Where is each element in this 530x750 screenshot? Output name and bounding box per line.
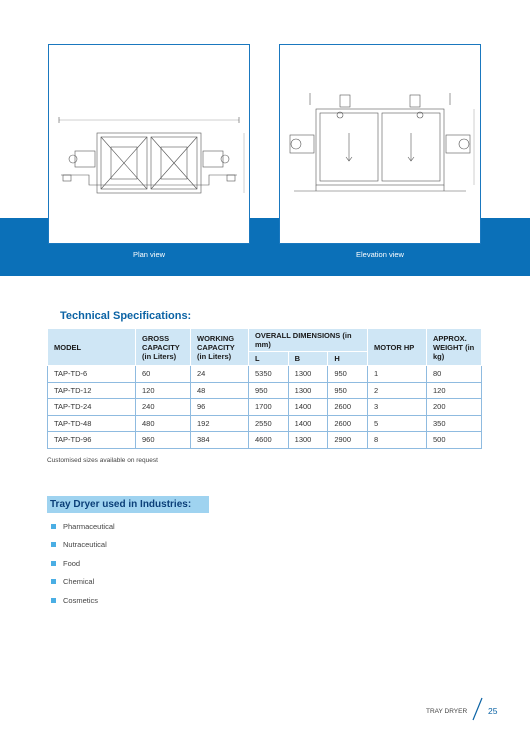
elevation-view-caption: Elevation view — [356, 250, 404, 259]
industry-label: Nutraceutical — [63, 540, 107, 550]
list-item — [51, 517, 115, 536]
cell-working: 192 — [191, 415, 249, 432]
elevation-view-figure — [279, 44, 481, 259]
cell-model: TAP-TD-12 — [48, 382, 136, 399]
bullet-square-icon — [51, 524, 56, 529]
cell-working: 24 — [191, 366, 249, 383]
cell-gross: 960 — [136, 432, 191, 449]
header-overall-dimensions: OVERALL DIMENSIONS (in mm) — [249, 329, 368, 352]
cell-l: 4600 — [249, 432, 289, 449]
industries-list — [51, 517, 115, 610]
bullet-square-icon — [51, 598, 56, 603]
industry-label: Cosmetics — [63, 595, 99, 605]
elevation-view-drawing — [280, 45, 480, 243]
header-h: H — [328, 352, 368, 366]
custom-sizes-note: Customised sizes available on request — [47, 457, 158, 464]
cell-h: 2600 — [328, 399, 368, 416]
table-row — [48, 382, 482, 399]
cell-l: 2550 — [249, 415, 289, 432]
cell-weight: 200 — [427, 399, 482, 416]
cell-l: 1700 — [249, 399, 289, 416]
header-motor-hp: MOTOR HP — [368, 329, 427, 366]
cell-motor: 8 — [368, 432, 427, 449]
industries-title: Tray Dryer used in Industries: — [47, 496, 209, 513]
cell-gross: 480 — [136, 415, 191, 432]
spec-section-title: Technical Specifications: — [60, 310, 192, 322]
cell-l: 950 — [249, 382, 289, 399]
footer-section-label: TRAY DRYER — [426, 708, 468, 715]
header-b: B — [288, 352, 328, 366]
cell-working: 384 — [191, 432, 249, 449]
cell-motor: 3 — [368, 399, 427, 416]
plan-view-figure — [48, 44, 250, 259]
list-item — [51, 591, 115, 610]
header-model: MODEL — [48, 329, 136, 366]
cell-h: 950 — [328, 382, 368, 399]
cell-motor: 2 — [368, 382, 427, 399]
plan-view-drawing — [49, 45, 249, 243]
cell-weight: 500 — [427, 432, 482, 449]
cell-b: 1400 — [288, 399, 328, 416]
cell-gross: 60 — [136, 366, 191, 383]
list-item — [51, 573, 115, 592]
bullet-square-icon — [51, 561, 56, 566]
cell-h: 2900 — [328, 432, 368, 449]
cell-weight: 120 — [427, 382, 482, 399]
page-number: 25 — [488, 706, 498, 716]
cell-working: 96 — [191, 399, 249, 416]
industry-label: Chemical — [63, 577, 95, 587]
cell-model: TAP-TD-6 — [48, 366, 136, 383]
industry-label: Pharmaceutical — [63, 521, 115, 531]
header-gross-capacity: GROSS CAPACITY (in Liters) — [136, 329, 191, 366]
industry-label: Food — [63, 558, 81, 568]
table-row — [48, 399, 482, 416]
cell-h: 950 — [328, 366, 368, 383]
cell-model: TAP-TD-24 — [48, 399, 136, 416]
cell-model: TAP-TD-48 — [48, 415, 136, 432]
spec-table — [47, 328, 482, 449]
cell-l: 5350 — [249, 366, 289, 383]
cell-h: 2600 — [328, 415, 368, 432]
table-row — [48, 415, 482, 432]
header-weight: APPROX. WEIGHT (in kg) — [427, 329, 482, 366]
bullet-square-icon — [51, 542, 56, 547]
header-working-capacity: WORKING CAPACITY (in Liters) — [191, 329, 249, 366]
list-item — [51, 554, 115, 573]
bullet-square-icon — [51, 579, 56, 584]
cell-b: 1300 — [288, 382, 328, 399]
footer-slash-divider — [470, 697, 484, 721]
cell-weight: 80 — [427, 366, 482, 383]
cell-b: 1400 — [288, 415, 328, 432]
header-l: L — [249, 352, 289, 366]
cell-gross: 120 — [136, 382, 191, 399]
list-item — [51, 536, 115, 555]
table-row — [48, 366, 482, 383]
cell-weight: 350 — [427, 415, 482, 432]
cell-motor: 5 — [368, 415, 427, 432]
cell-working: 48 — [191, 382, 249, 399]
cell-b: 1300 — [288, 366, 328, 383]
cell-motor: 1 — [368, 366, 427, 383]
table-row — [48, 432, 482, 449]
cell-gross: 240 — [136, 399, 191, 416]
plan-view-caption: Plan view — [132, 250, 166, 259]
cell-model: TAP-TD-96 — [48, 432, 136, 449]
cell-b: 1300 — [288, 432, 328, 449]
